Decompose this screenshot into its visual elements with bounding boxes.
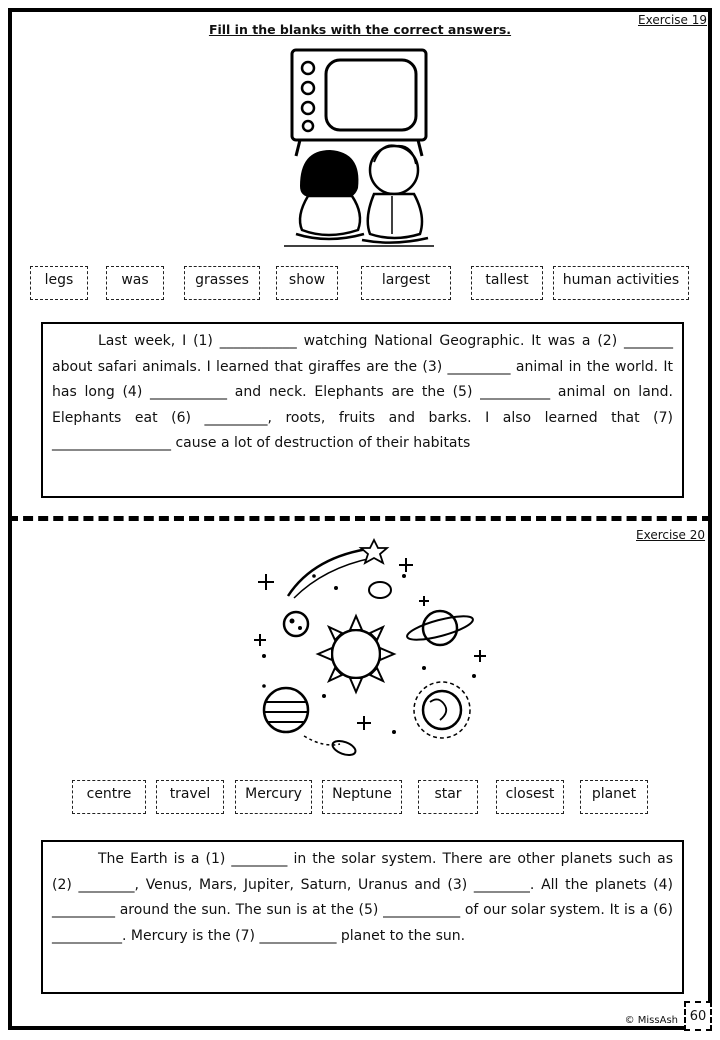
passage-box-19 — [41, 322, 684, 498]
word-box-largest: largest — [361, 266, 451, 300]
word-box-planet: planet — [580, 780, 648, 814]
word-box-legs: legs — [30, 266, 88, 300]
section-divider — [8, 516, 712, 521]
passage-19-text: Last week, I (1) ___________ watching National Geographic. It was a (2) _______ about safari animals. I learned that giraffes are the (3) _________ animal in the world. It has long (4) ___________ and neck. Elephants are the (5) __________ animal on land. Elephants eat (6) _________, roots, fruits and barks. I also learned that (7) _________________ cause a lot of destruction of their habitats — [52, 333, 673, 452]
word-box-was: was — [106, 266, 164, 300]
page-number: 60 — [684, 1001, 712, 1031]
exercise-19-label: Exercise 19 — [638, 13, 708, 27]
word-box-closest: closest — [496, 780, 564, 814]
word-box-show: show — [276, 266, 338, 300]
word-box-mercury: Mercury — [235, 780, 312, 814]
word-box-neptune: Neptune — [322, 780, 402, 814]
word-box-travel: travel — [156, 780, 224, 814]
exercise-20-label: Exercise 20 — [636, 528, 706, 542]
word-box-centre: centre — [72, 780, 146, 814]
solar-system-illustration — [244, 536, 494, 772]
word-box-tallest: tallest — [471, 266, 543, 300]
word-box-grasses: grasses — [184, 266, 260, 300]
passage-box-20 — [41, 840, 684, 994]
word-box-human-activities: human activities — [553, 266, 689, 300]
passage-20-text: The Earth is a (1) ________ in the solar system. There are other planets such as (2) ________, Venus, Mars, Jupiter, Saturn, Uranus and (3) ________. All the planets (4) _________ around the sun. The sun is at the (5) ___________ of our solar system. It is a (6) __________. Mercury is the (7) ___________ planet to the sun. — [52, 851, 673, 944]
instruction-title: Fill in the blanks with the correct answers. — [208, 22, 512, 37]
copyright-text: © MissAsh — [624, 1015, 678, 1026]
word-box-star: star — [418, 780, 478, 814]
tv-kids-illustration — [278, 46, 438, 252]
